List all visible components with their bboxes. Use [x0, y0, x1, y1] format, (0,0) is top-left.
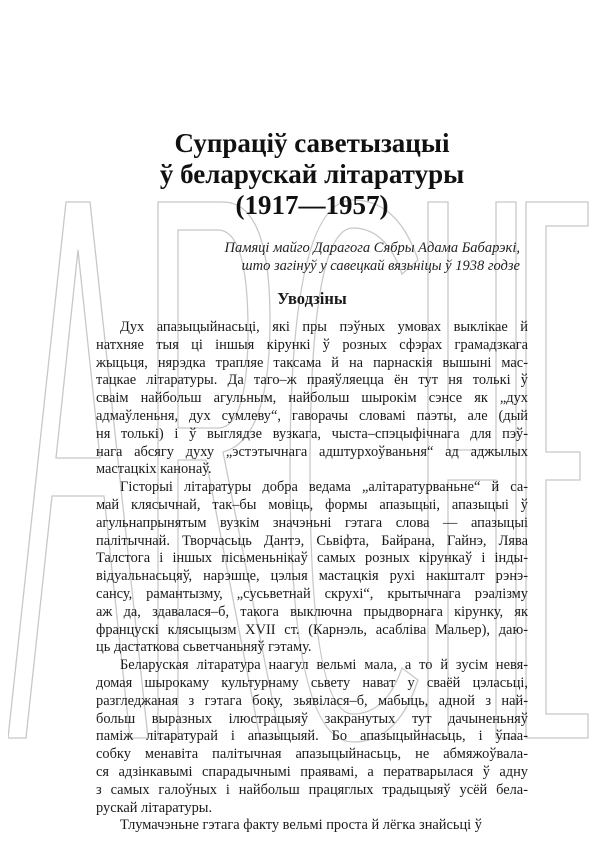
text-line: вiдуальнасьцяў, нарэшце, цэлыя мастацкiя рухi накшталт рэнэ- [96, 568, 528, 585]
title-line: (1917—1957) [235, 190, 389, 220]
text-line: сансу, рамантызму, „сусьветнай скрухi“, крытычнага рэалiзму [96, 585, 528, 602]
text-line: жыцьця, нярэдка трапляе таксама й на парнаскiя вышынi мас- [96, 354, 528, 371]
text-line: Гiсторыi лiтаратуры добра ведама „алiтаратурваньне“ й са- [120, 479, 528, 496]
text-line: больш выразных iлюстрацыяў закранутых тут дачыненьняў [96, 710, 528, 727]
title-line: ў беларускай лiтаратуры [159, 159, 465, 189]
paragraph [96, 657, 528, 817]
text-line: аж да, здавалася–б, такога выключна прыдворнага кiрунку, як [96, 603, 528, 620]
text-line: нага абсягу духу „эстэтычнага адштурхоўваньня“ ад аджылых [96, 443, 528, 460]
paragraph [96, 817, 528, 835]
text-line: палiтычнай. Творчасьць Дантэ, Сьвiфта, Байрана, Гайнэ, Лява [96, 532, 528, 549]
text-line: рускай лiтаратуры. [96, 799, 213, 816]
text-line: Дух апазыцыйнасьцi, якi пры пэўных умовах выклiкае й [120, 319, 528, 335]
text-line: памiж лiтаратурай i апазыцыяй. Бо апазыцыйнасьць, i ўпаа- [96, 728, 528, 745]
dedication [96, 239, 520, 275]
text-line: май клясычнай, так–бы мовiць, формы апазыцыi, апазыцыi ў [96, 496, 528, 513]
dedication-line: што загiнуў у савецкай вязьнiцы ў 1938 годзе [241, 258, 520, 274]
document-page [96, 0, 528, 835]
paragraph [96, 319, 528, 479]
text-line: ць дастаткова сьветчаньняў гэтаму. [96, 639, 312, 656]
text-line: собку менавiта палiтычная апазыцыйнасьць, не абмяжоўвала- [96, 746, 528, 763]
text-line: агульнапрынятым вузкiм значэньнi гэтага слова — апазыцыi [96, 514, 528, 531]
text-line: тацкае лiтаратуры. Да таго–ж праяўляецца ён тут ня толькi ў [96, 372, 528, 389]
text-line: мастацкiх канонаў. [96, 461, 212, 478]
dedication-line: Памяцi майго Дарагога Сябры Адама Бабарэкi, [224, 240, 520, 256]
text-line: ся адзiнкавымi спарадычнымi праявамi, а ператварылася ў адну [96, 763, 528, 780]
section-heading: Уводзiны [277, 289, 347, 308]
paragraph [96, 479, 528, 657]
text-line: домая шырокаму культурнаму сьвету нават у сваёй цэласьцi, [96, 674, 528, 691]
text-line: Талстога i iншых пiсьменьнiкаў самых розных кiрункаў i iнды- [96, 550, 528, 567]
title-line: Супрацiў саветызацыi [174, 128, 450, 158]
text-line: сваiм найбольш агульным, найбольш шырокiм сэнсе як „дух [96, 390, 528, 407]
text-line: Беларуская лiтаратура наагул вельмi мала, а то й зусiм невя- [120, 657, 528, 674]
text-line: разгледжаная з гэтага боку, зьявiлася–б, мабыць, адной з най- [96, 692, 528, 709]
watermark-letter-e [526, 202, 588, 738]
text-line: натхняе тыя цi iншыя кiрункi ў розных сфэрах грамадзкага [96, 336, 528, 353]
body-text [96, 319, 528, 835]
text-line: ня толькi) i ў выглядзе вузкага, чыста–спэцыфiчнага для пэў- [96, 425, 528, 442]
document-title [96, 128, 528, 221]
text-line: Тлумачэньне гэтага факту вельмi проста й лёгка знайсьцi ў [120, 817, 482, 834]
text-line: з самых галоўных i найбольш працяглых традыцыяў усёй бела- [96, 781, 528, 798]
text-line: француcкi клясыцызм XVII ст. (Карнэль, асаблiва Мальер), даю- [96, 621, 528, 638]
text-line: адмаўленьня, дух сумлеву“, гаворачы словамi паэты, але (дый [96, 407, 528, 424]
